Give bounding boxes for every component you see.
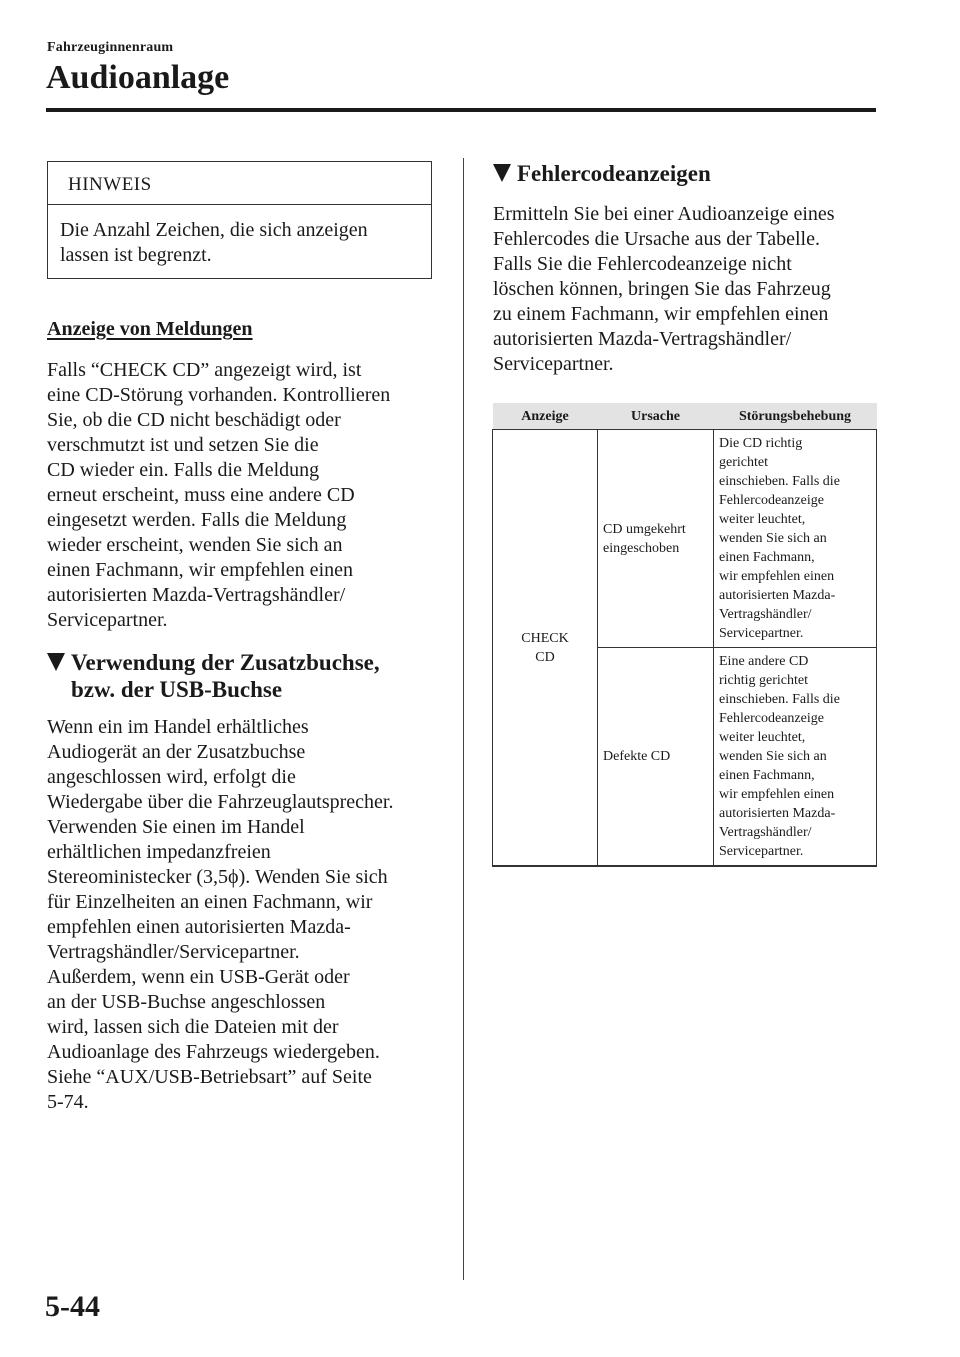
note-title: HINWEIS (68, 174, 152, 195)
page-title: Audioanlage (46, 59, 230, 96)
errors-paragraph: Ermitteln Sie bei einer Audioanzeige eines Fehlercodes die Ursache aus der Tabelle. Falls Sie die Fehlercodeanzeige nicht löschen können, bringen Sie das Fahrzeug zu einem Fachmann, wir empfehlen einen autorisierten Mazda-Vertragshändler/ Servicepartner. (493, 203, 835, 375)
triangle-bullet-icon (493, 164, 511, 182)
messages-paragraph: Falls “CHECK CD” angezeigt wird, ist eine CD-Störung vorhanden. Kontrollieren Sie, ob die CD nicht beschädigt oder verschmutzt ist und setzen Sie die CD wieder ein. Falls die Meldung erneut erscheint, muss eine andere CD eingesetzt werden. Falls die Meldung wieder erscheint, wenden Sie sich an einen Fachmann, wir empfehlen einen autorisierten Mazda-Vertragshändler/ Servicepartner. (47, 359, 391, 631)
triangle-bullet-icon (47, 653, 65, 671)
note-separator (48, 204, 431, 205)
cause-cell: CD umgekehrt eingeschoben (598, 430, 714, 648)
header-remedy: Störungsbehebung (714, 403, 877, 430)
aux-heading-text: Verwendung der Zusatzbuchse, bzw. der USB-Buchse (71, 650, 380, 702)
header-rule (46, 108, 876, 112)
aux-heading (47, 649, 447, 703)
page-number: 5-44 (45, 1290, 100, 1323)
header-display: Anzeige (493, 403, 598, 430)
cause-cell: Defekte CD (598, 648, 714, 867)
messages-subheading: Anzeige von Meldungen (47, 318, 253, 340)
aux-paragraph: Wenn ein im Handel erhältliches Audiogerät an der Zusatzbuchse angeschlossen wird, erfolgt die Wiedergabe über die Fahrzeuglautsprecher. Verwenden Sie einen im Handel erhältlichen impedanzfreien Stereoministecker (3,5ϕ). Wenden Sie sich für Einzelheiten an einen Fachmann, wir empfehlen einen autorisierten Mazda- Vertragshändler/Servicepartner. Außerdem, wenn ein USB-Gerät oder an der USB-Buchse angeschlossen wird, lassen sich die Dateien mit der Audioanlage des Fahrzeugs wiedergeben. Siehe “AUX/USB-Betriebsart” auf Seite 5-74. (47, 716, 394, 1113)
errors-heading-text: Fehlercodeanzeigen (517, 161, 711, 186)
errors-heading (493, 160, 873, 187)
table-header-row (493, 403, 877, 430)
remedy-cell: Eine andere CD richtig gerichtet einschieben. Falls die Fehlercodeanzeige weiter leuchtet, wenden Sie sich an einen Fachmann, wir empfehlen einen autorisierten Mazda- Vertragshändler/ Servicepartner. (714, 648, 877, 867)
display-cell: CHECK CD (493, 430, 598, 867)
table-row (493, 430, 877, 648)
section-label: Fahrzeuginnenraum (47, 40, 174, 55)
error-code-table (492, 403, 877, 867)
note-box (47, 161, 432, 279)
header-cause: Ursache (598, 403, 714, 430)
column-divider (463, 158, 464, 1280)
remedy-cell: Die CD richtig gerichtet einschieben. Falls die Fehlercodeanzeige weiter leuchtet, wenden Sie sich an einen Fachmann, wir empfehlen einen autorisierten Mazda- Vertragshändler/ Servicepartner. (714, 430, 877, 648)
note-text: Die Anzahl Zeichen, die sich anzeigen lassen ist begrenzt. (60, 219, 368, 266)
